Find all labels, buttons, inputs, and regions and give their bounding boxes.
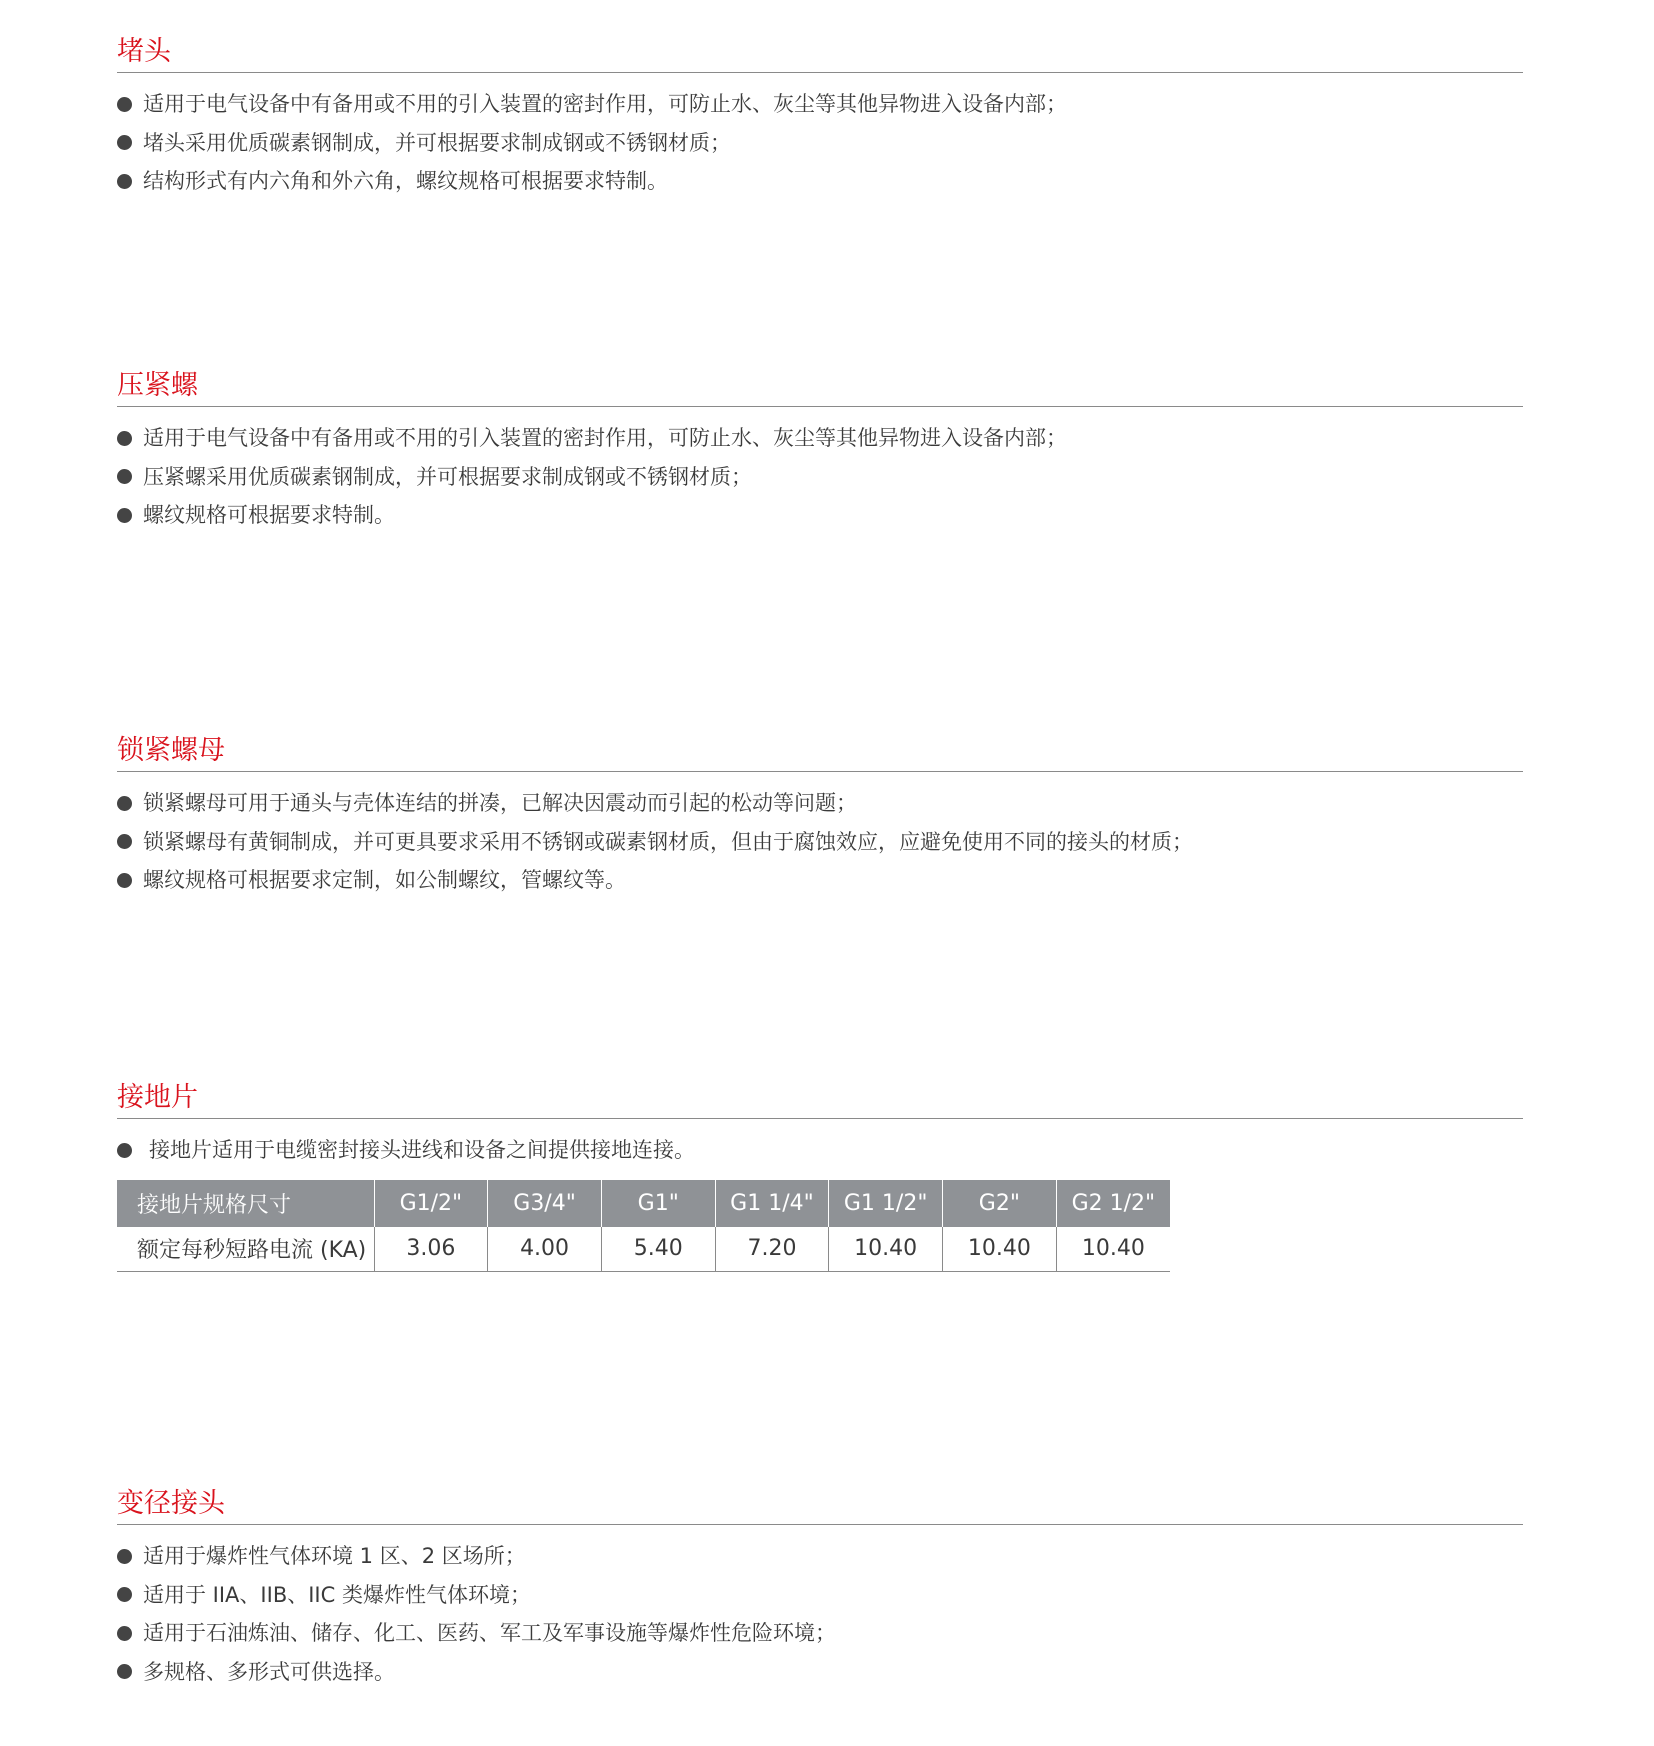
bullet-dot-icon xyxy=(117,469,132,484)
list-item xyxy=(117,823,1523,862)
bullet-text: 适用于电气设备中有备用或不用的引入装置的密封作用，可防止水、灰尘等其他异物进入设备内部； xyxy=(143,92,1067,116)
table-header-cell: G2" xyxy=(943,1180,1057,1227)
bullet-dot-icon xyxy=(117,174,132,189)
table-cell: 10.40 xyxy=(829,1227,943,1272)
list-item xyxy=(117,496,1523,535)
table-cell: 3.06 xyxy=(374,1227,488,1272)
list-item xyxy=(117,861,1523,900)
table-header-cell: G1 1/4" xyxy=(715,1180,829,1227)
section-grounding-plate xyxy=(117,1078,1523,1272)
table-header-cell: G1 1/2" xyxy=(829,1180,943,1227)
bullet-text: 压紧螺采用优质碳素钢制成，并可根据要求制成钢或不锈钢材质； xyxy=(143,464,752,489)
bullet-text: 适用于爆炸性气体环境 1 区、2 区场所； xyxy=(143,1544,526,1568)
bullet-list-grounding-plate xyxy=(117,1131,1523,1170)
section-lock-nut xyxy=(117,731,1523,900)
bullet-dot-icon xyxy=(117,1549,132,1564)
table-cell: 额定每秒短路电流 (KA) xyxy=(117,1227,374,1272)
list-item xyxy=(117,1576,1523,1615)
bullet-dot-icon xyxy=(117,1626,132,1641)
table-header-row xyxy=(117,1180,1170,1227)
bullet-dot-icon xyxy=(117,508,132,523)
bullet-dot-icon xyxy=(117,796,132,811)
bullet-list-reducer xyxy=(117,1537,1523,1691)
bullet-text: 适用于石油炼油、储存、化工、医药、军工及军事设施等爆炸性危险环境； xyxy=(143,1621,836,1645)
list-item xyxy=(117,162,1523,201)
bullet-text: 螺纹规格可根据要求定制，如公制螺纹，管螺纹等。 xyxy=(143,868,626,892)
bullet-text: 螺纹规格可根据要求特制。 xyxy=(143,503,395,527)
bullet-list-lock-nut xyxy=(117,784,1523,900)
list-item xyxy=(117,419,1523,458)
list-item xyxy=(117,1537,1523,1576)
bullet-text: 结构形式有内六角和外六角，螺纹规格可根据要求特制。 xyxy=(143,169,668,193)
bullet-dot-icon xyxy=(117,1587,132,1602)
bullet-list-plug xyxy=(117,85,1523,201)
bullet-dot-icon xyxy=(117,431,132,446)
grounding-spec-table xyxy=(117,1180,1170,1272)
bullet-dot-icon xyxy=(117,135,132,150)
table-cell: 5.40 xyxy=(601,1227,715,1272)
table-cell: 7.20 xyxy=(715,1227,829,1272)
bullet-dot-icon xyxy=(117,873,132,888)
list-item xyxy=(117,458,1523,497)
table-cell: 4.00 xyxy=(488,1227,602,1272)
table-row xyxy=(117,1227,1170,1272)
bullet-text: 锁紧螺母有黄铜制成，并可更具要求采用不锈钢或碳素钢材质，但由于腐蚀效应，应避免使用不同的接头的材质； xyxy=(143,829,1193,854)
bullet-text: 堵头采用优质碳素钢制成，并可根据要求制成钢或不锈钢材质； xyxy=(143,130,731,155)
list-item xyxy=(117,124,1523,163)
table-header-cell: G2 1/2" xyxy=(1056,1180,1170,1227)
list-item xyxy=(117,1131,1523,1170)
bullet-dot-icon xyxy=(117,1143,132,1158)
bullet-dot-icon xyxy=(117,834,132,849)
bullet-text: 锁紧螺母可用于通头与壳体连结的拼凑，已解决因震动而引起的松动等问题； xyxy=(143,791,857,815)
list-item xyxy=(117,1653,1523,1692)
list-item xyxy=(117,1614,1523,1653)
bullet-dot-icon xyxy=(117,1664,132,1679)
table-cell: 10.40 xyxy=(1056,1227,1170,1272)
section-plug xyxy=(117,32,1523,201)
section-title-compression-screw: 压紧螺 xyxy=(117,366,1523,407)
section-compression-screw xyxy=(117,366,1523,535)
bullet-list-compression-screw xyxy=(117,419,1523,535)
section-title-lock-nut: 锁紧螺母 xyxy=(117,731,1523,772)
table-header-cell: 接地片规格尺寸 xyxy=(117,1180,374,1227)
section-title-grounding-plate: 接地片 xyxy=(117,1078,1523,1119)
bullet-text: 适用于 IIA、IIB、IIC 类爆炸性气体环境； xyxy=(143,1582,531,1607)
bullet-text: 适用于电气设备中有备用或不用的引入装置的密封作用，可防止水、灰尘等其他异物进入设备内部； xyxy=(143,426,1067,450)
list-item xyxy=(117,784,1523,823)
bullet-dot-icon xyxy=(117,97,132,112)
section-reducer xyxy=(117,1484,1523,1691)
bullet-text: 多规格、多形式可供选择。 xyxy=(143,1659,395,1684)
list-item xyxy=(117,85,1523,124)
table-header-cell: G1/2" xyxy=(374,1180,488,1227)
table-header-cell: G1" xyxy=(601,1180,715,1227)
bullet-text: 接地片适用于电缆密封接头进线和设备之间提供接地连接。 xyxy=(149,1138,695,1162)
table-cell: 10.40 xyxy=(943,1227,1057,1272)
section-title-reducer: 变径接头 xyxy=(117,1484,1523,1525)
section-title-plug: 堵头 xyxy=(117,32,1523,73)
table-header-cell: G3/4" xyxy=(488,1180,602,1227)
